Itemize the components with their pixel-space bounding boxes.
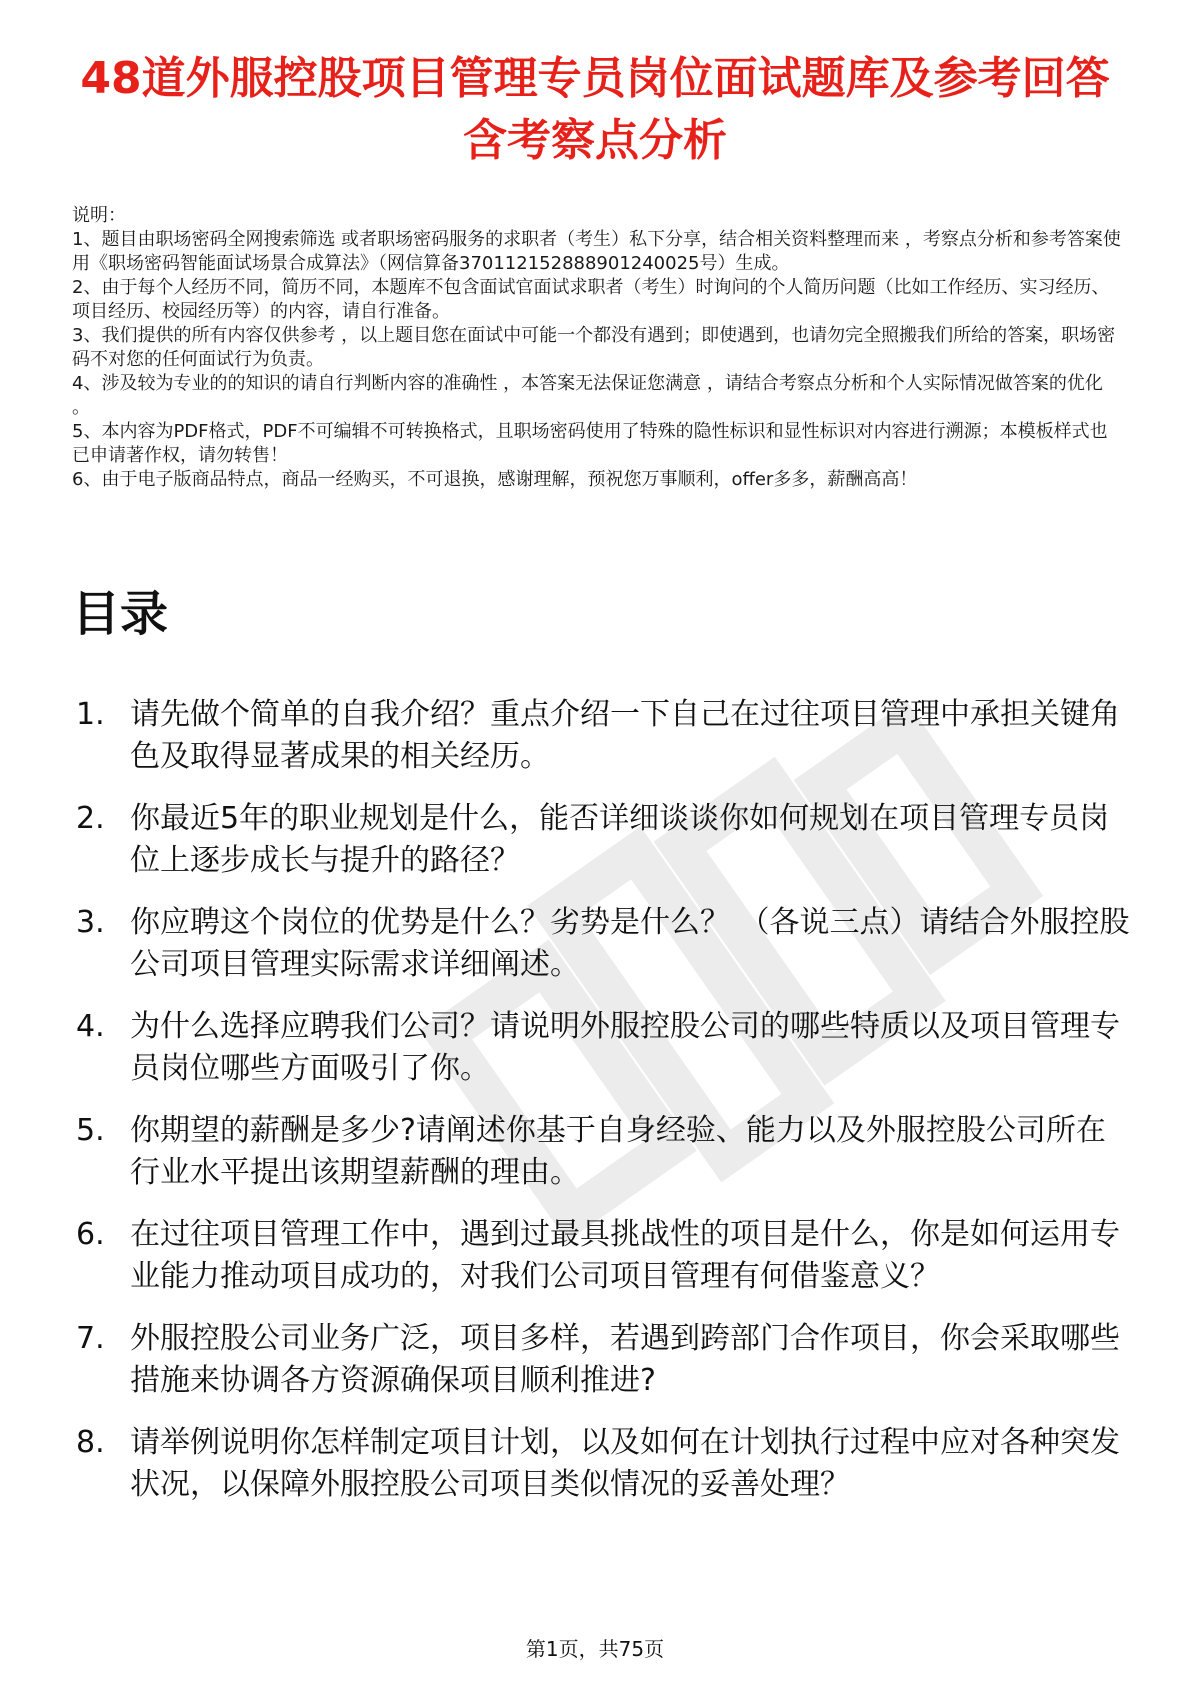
document-title: 48道外服控股项目管理专员岗位面试题库及参考回答含考察点分析: [80, 53, 1110, 166]
toc-item-text: 为什么选择应聘我们公司？请说明外服控股公司的哪些特质以及项目管理专员岗位哪些方面吸引了你。: [130, 1009, 1120, 1086]
toc-item-number: 5.: [76, 1113, 105, 1148]
notes-line: 2、由于每个人经历不同，简历不同，本题库不包含面试官面试求职者（考生）时询问的个人简历问题（比如工作经历、实习经历、项目经历、校园经历等）的内容，请自行准备。: [72, 277, 1110, 322]
toc-item-text: 在过往项目管理工作中，遇到过最具挑战性的项目是什么，你是如何运用专业能力推动项目成功的，对我们公司项目管理有何借鉴意义？: [130, 1217, 1120, 1294]
toc-item[interactable]: [72, 1110, 1132, 1194]
toc-item-number: 2.: [76, 801, 105, 836]
toc-heading: 目录: [72, 586, 169, 642]
toc-item-text: 你应聘这个岗位的优势是什么？劣势是什么？ （各说三点）请结合外服控股公司项目管理实际需求详细阐述。: [130, 905, 1130, 982]
toc-item[interactable]: [72, 798, 1132, 882]
toc-item-text: 请先做个简单的自我介绍？重点介绍一下自己在过往项目管理中承担关键角色及取得显著成果的相关经历。: [130, 697, 1120, 774]
notes-line: 6、由于电子版商品特点，商品一经购买，不可退换，感谢理解，预祝您万事顺利，offer多多，薪酬高高！: [72, 469, 918, 490]
toc-item-number: 1.: [76, 697, 105, 732]
toc-item-number: 3.: [76, 905, 105, 940]
notes-line: 3、我们提供的所有内容仅供参考 ，以上题目您在面试中可能一个都没有遇到；即使遇到，也请勿完全照搬我们所给的答案，职场密码不对您的任何面试行为负责。: [72, 325, 1116, 370]
toc-list: [72, 694, 1132, 1526]
toc-item-text: 请举例说明你怎样制定项目计划，以及如何在计划执行过程中应对各种突发状况，以保障外服控股公司项目类似情况的妥善处理？: [130, 1425, 1120, 1502]
notes-line: 4、涉及较为专业的的知识的请自行判断内容的准确性 ，本答案无法保证您满意 ，请结合考察点分析和个人实际情况做答案的优化 。: [72, 373, 1103, 418]
toc-item[interactable]: [72, 1318, 1132, 1402]
toc-item-text: 外服控股公司业务广泛，项目多样，若遇到跨部门合作项目，你会采取哪些措施来协调各方资源确保项目顺利推进?: [130, 1321, 1120, 1398]
toc-item[interactable]: [72, 1214, 1132, 1298]
notes-line: 说明：: [72, 205, 126, 226]
toc-item-number: 6.: [76, 1217, 105, 1252]
page-footer: 第1页，共75页: [525, 1637, 665, 1661]
toc-item[interactable]: [72, 902, 1132, 986]
toc-item-number: 8.: [76, 1425, 105, 1460]
toc-item-text: 你最近5年的职业规划是什么，能否详细谈谈你如何规划在项目管理专员岗位上逐步成长与提升的路径？: [130, 801, 1110, 878]
toc-item-number: 4.: [76, 1009, 105, 1044]
toc-item[interactable]: [72, 1422, 1132, 1506]
toc-item-text: 你期望的薪酬是多少?请阐述你基于自身经验、能力以及外服控股公司所在行业水平提出该期望薪酬的理由。: [130, 1113, 1106, 1190]
notes-line: 5、本内容为PDF格式，PDF不可编辑不可转换格式，且职场密码使用了特殊的隐性标识和显性标识对内容进行溯源；本模板样式也已申请著作权，请勿转售！: [72, 421, 1108, 466]
toc-item[interactable]: [72, 1006, 1132, 1090]
notes-section: [72, 204, 1122, 492]
toc-item[interactable]: [72, 694, 1132, 778]
toc-item-number: 7.: [76, 1321, 105, 1356]
notes-line: 1、题目由职场密码全网搜索筛选 或者职场密码服务的求职者（考生）私下分享，结合相关资料整理而来 ，考察点分析和参考答案使用《职场密码智能面试场景合成算法》（网信算备370112152888901240025号）生成。: [72, 229, 1121, 274]
